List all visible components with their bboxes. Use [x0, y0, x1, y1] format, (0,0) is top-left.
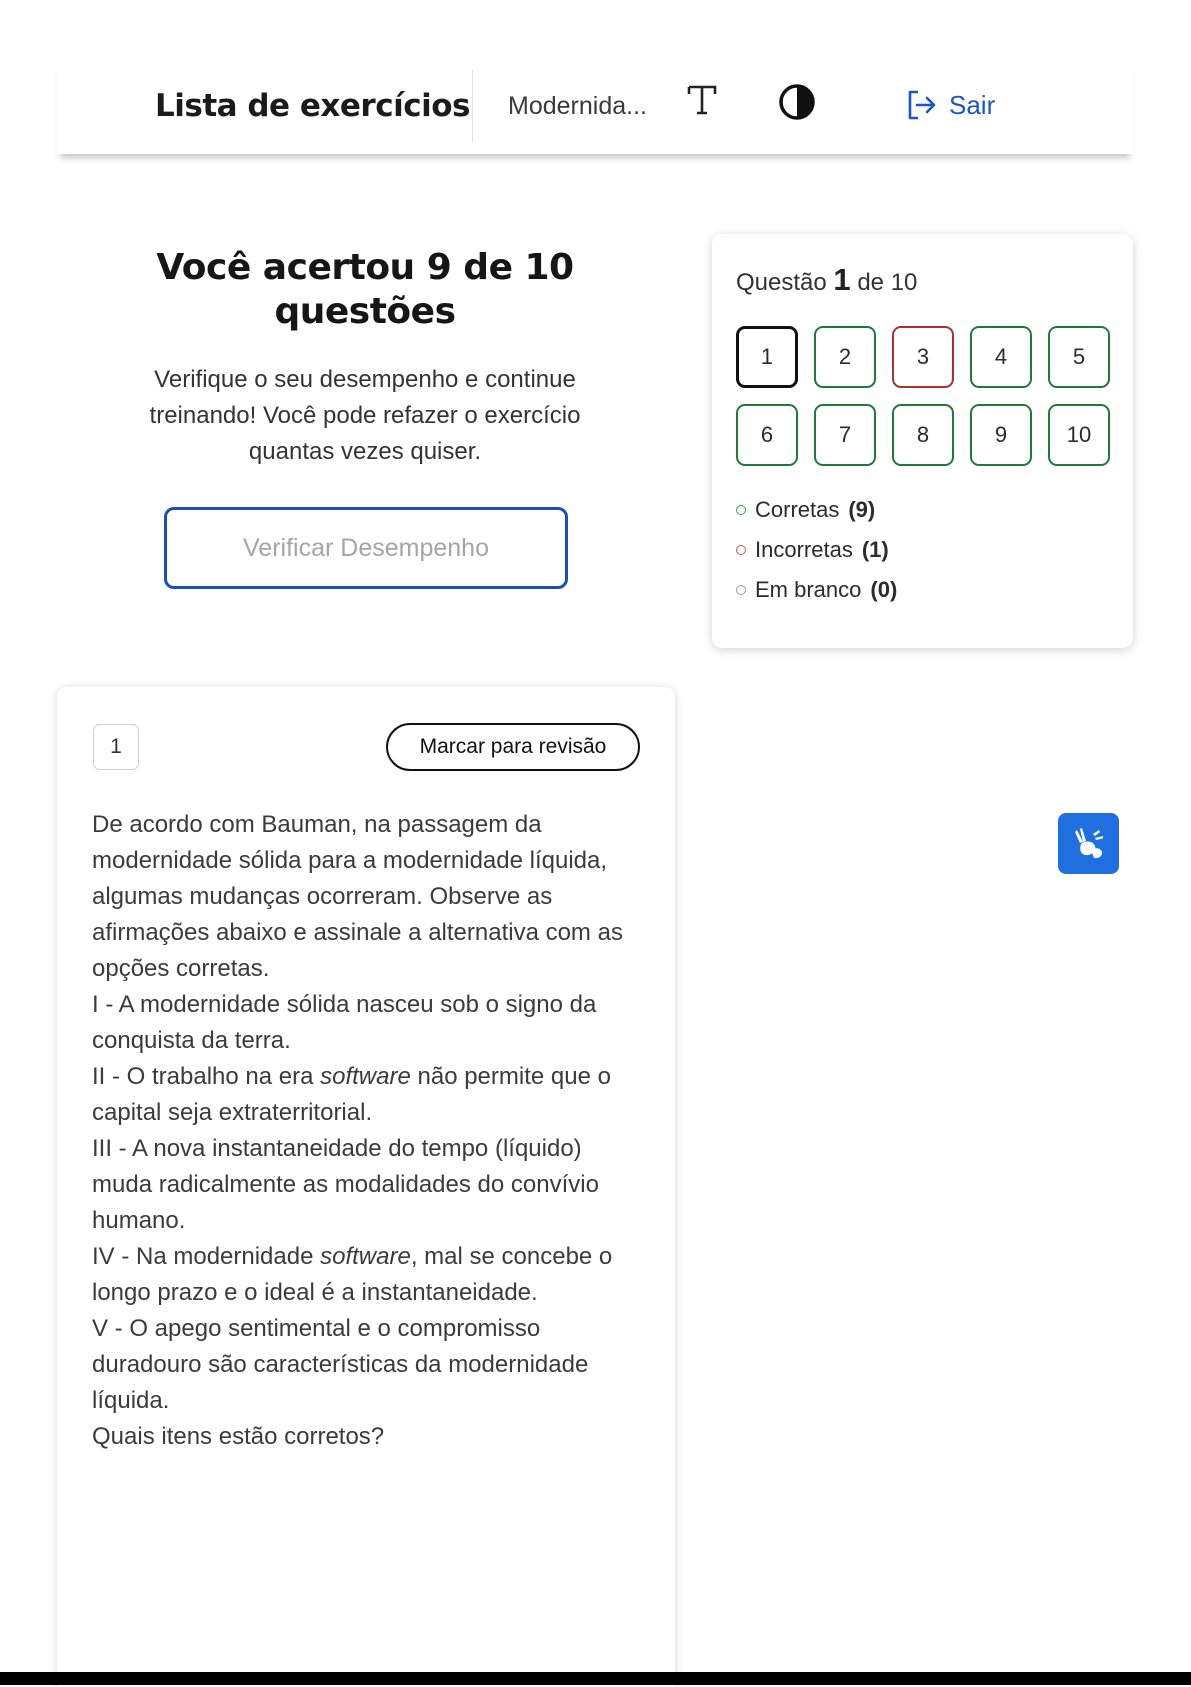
- legend-label: Corretas: [755, 497, 840, 522]
- logout-icon: [905, 88, 939, 122]
- question-button-8[interactable]: 8: [892, 404, 954, 466]
- logout-button[interactable]: [905, 85, 995, 125]
- legend-count: (1): [861, 537, 889, 562]
- result-description: Verifique o seu desempenho e continue treinando! Você pode refazer o exercício quantas vezes quiser.: [149, 366, 581, 465]
- legend-count: (0): [870, 577, 898, 602]
- sign-language-icon: [1069, 824, 1109, 864]
- question-statement: [92, 807, 647, 1455]
- question-button-10[interactable]: 10: [1048, 404, 1110, 466]
- top-header: [57, 60, 1133, 154]
- header-divider: [472, 70, 473, 142]
- question-prompt: Quais itens estão corretos?: [92, 1423, 385, 1450]
- statement-item-ii: II - O trabalho na era software não permite que o capital seja extraterritorial.: [92, 1063, 611, 1126]
- current-question-number: 1: [833, 262, 851, 297]
- logout-label: Sair: [949, 89, 996, 120]
- question-button-9[interactable]: 9: [970, 404, 1032, 466]
- statement-item-iii: III - A nova instantaneidade do tempo (líquido) muda radicalmente as modalidades do convívio humano.: [92, 1135, 599, 1234]
- question-button-2[interactable]: 2: [814, 326, 876, 388]
- legend-label: Em branco: [755, 577, 862, 602]
- statement-item-v: V - O apego sentimental e o compromisso duradouro são características da modernidade líquida.: [92, 1315, 589, 1414]
- question-button-1[interactable]: 1: [736, 326, 798, 388]
- question-intro: De acordo com Bauman, na passagem da modernidade sólida para a modernidade líquida, algumas mudanças ocorreram. Observe as afirmações abaixo e assinale a alternativa com as opções corretas.: [92, 811, 623, 982]
- verify-performance-button[interactable]: Verificar Desempenho: [164, 507, 568, 589]
- legend-item: [736, 490, 897, 530]
- question-counter-prefix: Questão: [736, 269, 827, 296]
- question-card: [57, 687, 675, 1687]
- mark-for-review-button[interactable]: Marcar para revisão: [386, 723, 640, 771]
- legend-item: [736, 530, 897, 570]
- legend-count: (9): [848, 497, 876, 522]
- statement-item-iv: IV - Na modernidade software, mal se concebe o longo prazo e o ideal é a instantaneidade.: [92, 1243, 613, 1306]
- result-title: Você acertou 9 de 10 questões: [156, 247, 574, 332]
- libras-accessibility-button[interactable]: [1058, 813, 1119, 874]
- question-button-3[interactable]: 3: [892, 326, 954, 388]
- question-button-7[interactable]: 7: [814, 404, 876, 466]
- status-dot-icon: [736, 545, 746, 555]
- legend-label: Incorretas: [755, 537, 853, 562]
- status-dot-icon: [736, 505, 746, 515]
- question-navigator: [712, 234, 1133, 648]
- question-number-badge: 1: [93, 724, 139, 770]
- status-dot-icon: [736, 585, 746, 595]
- question-counter-suffix: de 10: [857, 269, 918, 296]
- contrast-icon: [777, 82, 817, 122]
- question-button-6[interactable]: 6: [736, 404, 798, 466]
- question-counter: [736, 262, 917, 298]
- app-title: Lista de exercícios: [155, 88, 470, 124]
- question-button-5[interactable]: 5: [1048, 326, 1110, 388]
- statement-item-i: I - A modernidade sólida nasceu sob o signo da conquista da terra.: [92, 991, 597, 1054]
- text-size-icon: [685, 83, 719, 117]
- contrast-button[interactable]: [777, 82, 817, 122]
- bottom-edge-bar: [0, 1672, 1191, 1685]
- question-button-4[interactable]: 4: [970, 326, 1032, 388]
- legend-item: [736, 570, 897, 610]
- status-legend: [736, 490, 897, 610]
- course-name: Modernida...: [508, 92, 647, 120]
- font-size-button[interactable]: [680, 78, 724, 122]
